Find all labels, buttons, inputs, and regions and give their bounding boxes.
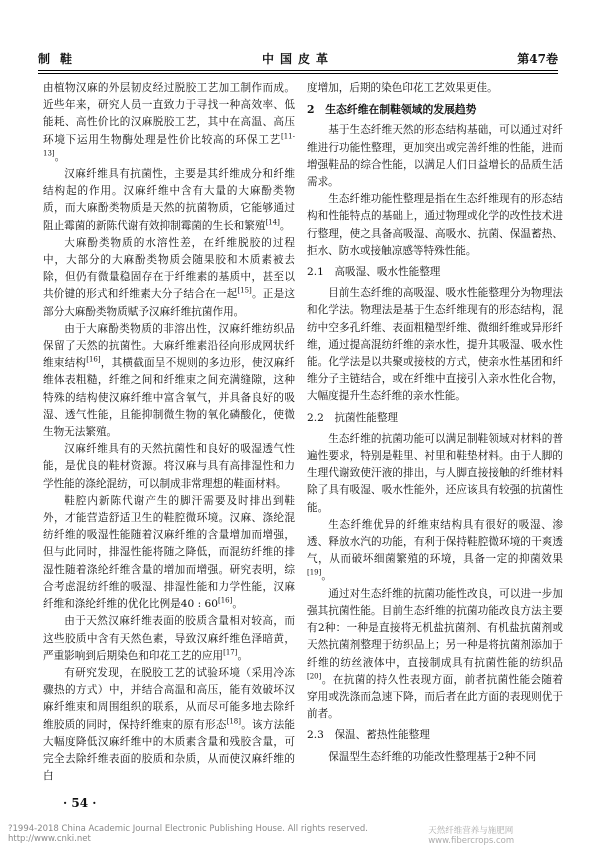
watermark: 天然纤维营养与施肥网 www.fibercrops.com (428, 826, 515, 846)
journal-title: 中国皮革 (261, 52, 334, 66)
citation-ref: [18] (226, 716, 241, 725)
copyright-line: ?1994-2018 China Academic Journal Electronic Publishing House. All rights reserved. http://www.cnki.net (8, 824, 368, 844)
volume-label: 第47卷 (517, 52, 558, 66)
section-heading: 2.2 抗菌性能整理 (307, 411, 399, 424)
citation-ref: [16] (217, 596, 233, 605)
paragraph-text: 由于天然汉麻纤维表面的胶质含量相对较高，而这些胶质中含有天然色素，导致汉麻纤维色泽暗黄，严重影响到后期染色和印花工艺的应用 (43, 615, 295, 662)
section-heading: 2 生态纤维在制鞋领域的发展趋势 (307, 103, 477, 117)
paragraph-text: 基于生态纤维天然的形态结构基础，可以通过对纤维进行功能性整理，更加突出或完善纤维的性能，进而增强鞋品的综合性能，以满足人们日益增长的品质生活需求。 (307, 124, 563, 189)
paragraph-text: 种：一种是直接将无机盐抗菌剂、有机盐抗菌剂或天然抗菌剂整理于纺织品上；另一种是将抗菌剂添加于纤维的纺丝液体中，直接制成具有抗菌性能的纺织品 (307, 622, 564, 669)
running-header (38, 50, 558, 66)
paragraph (307, 586, 563, 724)
paragraph-text: 。 (54, 150, 66, 163)
left-column (43, 80, 295, 785)
paragraph-text: 种不同 (504, 750, 537, 763)
paragraph (43, 166, 295, 235)
paragraph (307, 517, 563, 586)
header-section: 制鞋 (38, 52, 83, 66)
paragraph-text: 汉麻纤维具有抗菌性，主要是其纤维成分和纤维结构起的作用。汉麻纤维中含有大量的大麻酚类物质，而大麻酚类物质是天然的抗菌物质，它能够通过阻止霉菌的新陈代谢有效抑制霉菌的生长和繁殖 (43, 168, 295, 232)
section-heading: 2.3 保温、蓄热性能整理 (307, 729, 430, 742)
citation-ref: [15] (237, 286, 252, 295)
citation-ref: [16] (86, 355, 101, 364)
paragraph-text: 有研究发现，在脱胶工艺的试验环境（采用冷冻骤热的方式）中，并结合高温和高压，能有效破坏汉麻纤维束和周围组织的联系，从而尽可能多地去除纤维胶质的同时，保持纤维束的原有形态 (43, 666, 295, 731)
footer (8, 824, 592, 846)
citation-ref: [11-13] (43, 132, 295, 158)
paragraph-text: 。正是这部分大麻酚类物质赋予汉麻纤维抗菌作用。 (43, 288, 296, 318)
paragraph (43, 493, 295, 613)
paragraph (43, 665, 295, 785)
paragraph-text: 。在抗菌的持久性表现方面，前者抗菌性能会随着穿用或洗涤而急速下降，而后者在此方面的表现则优于前者。 (307, 673, 563, 721)
paragraph-text: 目前生态纤维的高吸湿、吸水性能整理分为物理法和化学法。物理法是基于生态纤维现有的形态结构，混纺中空多孔纤维、表面粗糙型纤维、微细纤维或异形纤维，通过提高混纺纤维的亲水性，提升其吸湿、吸水性能。化学法是以共聚或接枝的方式，使亲水性基团和纤维分子主链结合，或在纤维中直接引入亲水性化合物，大幅度提升生态纤维的亲水性能。 (307, 287, 563, 403)
paragraph-text: 鞋腔内新陈代谢产生的脚汗需要及时排出到鞋外，才能营造舒适卫生的鞋腔微环境。汉麻、涤纶混纺纤维的吸湿性能随着汉麻纤维的含量增加而增强，但与此同时，排湿性能将随之降低，而混纺纤维的排湿性随着涤纶纤维含量的增加而增强。研究表明，综合考虑混纺纤维的吸湿、排湿性能和力学性能，汉麻纤维和涤纶纤维的优化比例是 (43, 494, 295, 611)
paragraph-text: 。该方法能大幅度降低汉麻纤维中的木质素含量和残胶含量，可完全去除纤维表面的胶质和杂质，从而使汉麻纤维的白 (43, 718, 296, 783)
paragraph-text: 生态纤维的抗菌功能可以满足制鞋领域对材料的普遍性要求，特别是鞋里、衬里和鞋垫材料。由于人脚的生理代谢致使汗液的排出，与人脚直接接触的纤维材料除了具有吸湿、吸水性能外，还应该具有较强的抗菌性能。 (307, 432, 563, 514)
citation-ref: [14] (265, 218, 280, 227)
citation-ref: [17] (223, 648, 238, 657)
paragraph-text: 保温型生态纤维的功能改性整理基于 (328, 750, 498, 763)
paragraph (43, 80, 295, 166)
paragraph-text: 。 (232, 598, 243, 611)
paragraph (43, 441, 295, 493)
header-rule (38, 70, 558, 71)
paragraph (307, 122, 563, 191)
paragraph (307, 285, 563, 405)
paragraph (307, 191, 563, 260)
paragraph (43, 321, 295, 441)
paragraph (307, 80, 563, 97)
paragraph-text: 通过对生态纤维的抗菌功能性改良，可以进一步加强其抗菌性能。目前生态纤维的抗菌功能改良方法主要有 (307, 587, 563, 635)
paragraph-text: 由植物汉麻的外层韧皮经过脱胶工艺加工制作而成。近些年来，研究人员一直致力于寻找一种高效率、低能耗、高性价比的汉麻脱胶工艺，其中在高温、高压环境下运用生物酶处理是性价比较高的环保工艺 (43, 82, 295, 146)
citation-ref: [20] (307, 672, 322, 681)
ratio-value: 40 : 60 (180, 598, 218, 611)
paragraph (43, 613, 295, 665)
paragraph-text: 。 (279, 219, 291, 232)
paragraph (307, 749, 563, 766)
page-number: · 54 · (63, 796, 97, 810)
paragraph-text: 大麻酚类物质的水溶性差，在纤维脱胶的过程中，大部分的大麻酚类物质会随果胶和木质素被去除，但仍有微量稳固存在于纤维素的基质中，甚至以共价键的形式和纤维素大分子结合在一起 (43, 236, 295, 301)
paragraph-text: 汉麻纤维具有的天然抗菌性和良好的吸湿透气性能，是优良的鞋材资源。将汉麻与具有高排湿性和力学性能的涤纶混纺，可以制成非常理想的鞋面材料。 (43, 443, 295, 490)
paragraph-text: 度增加，后期的染色印花工艺效果更佳。 (307, 82, 498, 94)
paragraph-text: 生态纤维优异的纤维束结构具有很好的吸湿、渗透、释放水汽的功能，有利于保持鞋腔微环境的干爽透气，从而破坏细菌繁殖的环境，具备一定的抑菌效果 (307, 518, 563, 566)
paragraph (43, 235, 295, 321)
number-value: 2 (497, 750, 505, 763)
paragraph-text: 由于大麻酚类物质的非溶出性，汉麻纤维纺织品保留了天然的抗菌性。大麻纤维素沿径向形成网状纤维束结构 (43, 322, 295, 370)
paragraph-text: 生态纤维功能性整理是指在生态纤维现有的形态结构和性能特点的基础上，通过物理或化学的改性技术进行整理，使之具备高吸湿、高吸水、抗菌、保温蓄热、拒水、防水或接触凉感等特殊性能。 (307, 193, 563, 257)
paragraph-text: 。 (237, 649, 249, 662)
section-heading: 2.1 高吸湿、吸水性能整理 (307, 266, 441, 279)
paragraph-text: ，其横截面呈不规则的多边形，使汉麻纤维体表粗糙，纤维之间和纤维束之间充满缝隙，这种特殊的结构使汉麻纤维中富含氧气，并具备良好的吸湿、透气性能，且能抑制微生物的氧化磷酸化，使微生物无法繁殖。 (43, 357, 296, 439)
number-value: 2 (317, 622, 325, 635)
header-rule-thin (38, 73, 558, 74)
paragraph (307, 431, 563, 517)
paragraph-text: 。 (321, 570, 332, 583)
citation-ref: [19] (307, 568, 322, 577)
right-column (307, 80, 563, 766)
